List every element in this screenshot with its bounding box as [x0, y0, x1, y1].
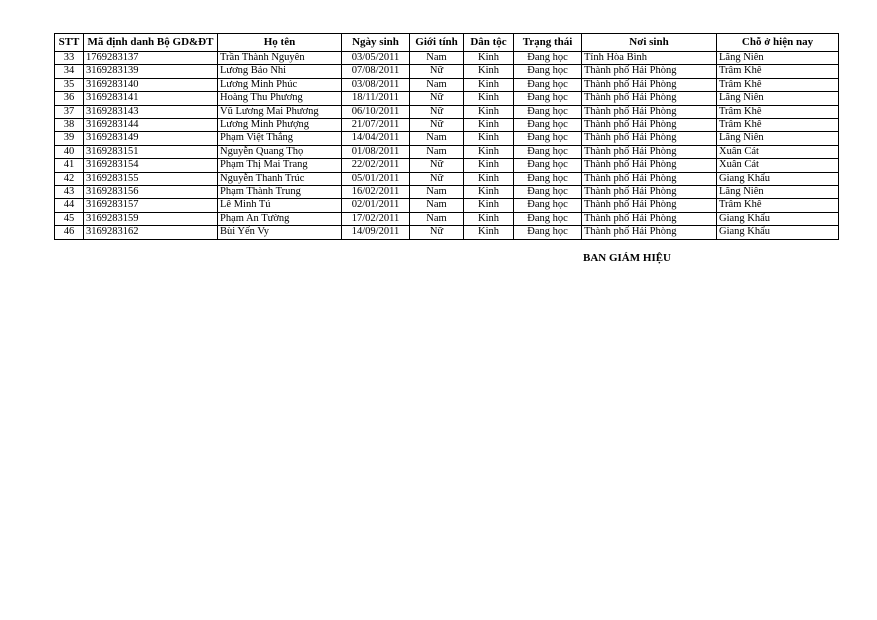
cell-current-residence: Giang Khẩu	[717, 212, 839, 225]
cell-birthplace: Thành phố Hải Phòng	[582, 132, 717, 145]
cell-student-id: 3169283155	[84, 172, 218, 185]
cell-full-name: Hoàng Thu Phương	[218, 92, 342, 105]
cell-birth-date: 03/08/2011	[342, 78, 410, 91]
cell-birth-date: 14/04/2011	[342, 132, 410, 145]
table-row	[55, 159, 839, 172]
cell-gender: Nam	[410, 199, 464, 212]
cell-current-residence: Xuân Cát	[717, 159, 839, 172]
cell-birth-date: 05/01/2011	[342, 172, 410, 185]
table-row	[55, 119, 839, 132]
cell-birthplace: Thành phố Hải Phòng	[582, 172, 717, 185]
table-row	[55, 92, 839, 105]
cell-status: Đang học	[514, 105, 582, 118]
cell-student-id: 3169283157	[84, 199, 218, 212]
signature-title: BAN GIÁM HIỆU	[583, 252, 672, 264]
cell-birth-date: 21/07/2011	[342, 119, 410, 132]
cell-birth-date: 06/10/2011	[342, 105, 410, 118]
header-gender: Giới tính	[410, 34, 464, 52]
table-row	[55, 186, 839, 199]
cell-birth-date: 22/02/2011	[342, 159, 410, 172]
table-row	[55, 172, 839, 185]
student-table	[54, 33, 839, 240]
cell-current-residence: Lãng Niên	[717, 92, 839, 105]
cell-ethnicity: Kinh	[464, 105, 514, 118]
cell-ethnicity: Kinh	[464, 92, 514, 105]
cell-gender: Nữ	[410, 159, 464, 172]
table-row	[55, 105, 839, 118]
cell-current-residence: Lãng Niên	[717, 186, 839, 199]
cell-full-name: Phạm Thành Trung	[218, 186, 342, 199]
cell-student-id: 3169283140	[84, 78, 218, 91]
header-stt: STT	[55, 34, 84, 52]
cell-birthplace: Thành phố Hải Phòng	[582, 105, 717, 118]
cell-gender: Nam	[410, 145, 464, 158]
cell-birth-date: 18/11/2011	[342, 92, 410, 105]
cell-stt: 34	[55, 65, 84, 78]
cell-birth-date: 02/01/2011	[342, 199, 410, 212]
header-current-residence: Chỗ ở hiện nay	[717, 34, 839, 52]
cell-full-name: Lương Minh Phúc	[218, 78, 342, 91]
cell-status: Đang học	[514, 186, 582, 199]
cell-full-name: Lương Bảo Nhi	[218, 65, 342, 78]
cell-stt: 46	[55, 226, 84, 239]
cell-current-residence: Xuân Cát	[717, 145, 839, 158]
cell-status: Đang học	[514, 172, 582, 185]
header-status: Trạng thái	[514, 34, 582, 52]
cell-birth-date: 03/05/2011	[342, 52, 410, 65]
cell-student-id: 3169283139	[84, 65, 218, 78]
cell-status: Đang học	[514, 65, 582, 78]
cell-birthplace: Thành phố Hải Phòng	[582, 145, 717, 158]
cell-stt: 41	[55, 159, 84, 172]
cell-student-id: 1769283137	[84, 52, 218, 65]
table-row	[55, 65, 839, 78]
table-row	[55, 145, 839, 158]
cell-birthplace: Thành phố Hải Phòng	[582, 119, 717, 132]
cell-full-name: Nguyễn Thanh Trúc	[218, 172, 342, 185]
cell-birthplace: Thành phố Hải Phòng	[582, 78, 717, 91]
cell-ethnicity: Kinh	[464, 226, 514, 239]
cell-status: Đang học	[514, 52, 582, 65]
cell-current-residence: Trâm Khê	[717, 105, 839, 118]
cell-status: Đang học	[514, 92, 582, 105]
cell-full-name: Lê Minh Tú	[218, 199, 342, 212]
cell-status: Đang học	[514, 226, 582, 239]
cell-birthplace: Thành phố Hải Phòng	[582, 212, 717, 225]
cell-student-id: 3169283162	[84, 226, 218, 239]
cell-current-residence: Trâm Khê	[717, 119, 839, 132]
cell-stt: 38	[55, 119, 84, 132]
cell-birth-date: 07/08/2011	[342, 65, 410, 78]
cell-student-id: 3169283159	[84, 212, 218, 225]
cell-gender: Nam	[410, 186, 464, 199]
cell-status: Đang học	[514, 159, 582, 172]
cell-birth-date: 14/09/2011	[342, 226, 410, 239]
cell-status: Đang học	[514, 78, 582, 91]
cell-gender: Nữ	[410, 65, 464, 78]
cell-gender: Nam	[410, 78, 464, 91]
header-full-name: Họ tên	[218, 34, 342, 52]
cell-ethnicity: Kinh	[464, 132, 514, 145]
cell-stt: 42	[55, 172, 84, 185]
cell-full-name: Phạm An Tường	[218, 212, 342, 225]
cell-status: Đang học	[514, 145, 582, 158]
cell-current-residence: Lãng Niên	[717, 132, 839, 145]
cell-status: Đang học	[514, 119, 582, 132]
cell-student-id: 3169283156	[84, 186, 218, 199]
cell-ethnicity: Kinh	[464, 65, 514, 78]
cell-ethnicity: Kinh	[464, 159, 514, 172]
cell-student-id: 3169283141	[84, 92, 218, 105]
cell-current-residence: Trâm Khê	[717, 65, 839, 78]
cell-gender: Nữ	[410, 226, 464, 239]
cell-full-name: Phạm Thị Mai Trang	[218, 159, 342, 172]
cell-status: Đang học	[514, 132, 582, 145]
header-ethnicity: Dân tộc	[464, 34, 514, 52]
cell-stt: 33	[55, 52, 84, 65]
header-student-id: Mã định danh Bộ GD&ĐT	[84, 34, 218, 52]
cell-ethnicity: Kinh	[464, 119, 514, 132]
cell-full-name: Bùi Yến Vy	[218, 226, 342, 239]
cell-full-name: Vũ Lương Mai Phương	[218, 105, 342, 118]
cell-birthplace: Tỉnh Hòa Bình	[582, 52, 717, 65]
cell-stt: 43	[55, 186, 84, 199]
cell-ethnicity: Kinh	[464, 199, 514, 212]
cell-status: Đang học	[514, 199, 582, 212]
cell-birthplace: Thành phố Hải Phòng	[582, 199, 717, 212]
cell-birth-date: 16/02/2011	[342, 186, 410, 199]
cell-ethnicity: Kinh	[464, 78, 514, 91]
cell-stt: 39	[55, 132, 84, 145]
cell-student-id: 3169283149	[84, 132, 218, 145]
cell-gender: Nữ	[410, 105, 464, 118]
cell-stt: 37	[55, 105, 84, 118]
cell-current-residence: Giang Khẩu	[717, 172, 839, 185]
cell-gender: Nam	[410, 212, 464, 225]
cell-current-residence: Giang Khẩu	[717, 226, 839, 239]
cell-full-name: Lương Minh Phượng	[218, 119, 342, 132]
cell-stt: 40	[55, 145, 84, 158]
table-row	[55, 226, 839, 239]
table-row	[55, 132, 839, 145]
cell-stt: 45	[55, 212, 84, 225]
cell-gender: Nam	[410, 52, 464, 65]
cell-gender: Nam	[410, 132, 464, 145]
table-row	[55, 199, 839, 212]
cell-birth-date: 17/02/2011	[342, 212, 410, 225]
table-row	[55, 78, 839, 91]
cell-birthplace: Thành phố Hải Phòng	[582, 92, 717, 105]
table-row	[55, 52, 839, 65]
cell-birthplace: Thành phố Hải Phòng	[582, 186, 717, 199]
cell-birth-date: 01/08/2011	[342, 145, 410, 158]
cell-birthplace: Thành phố Hải Phòng	[582, 226, 717, 239]
cell-full-name: Phạm Việt Thắng	[218, 132, 342, 145]
cell-stt: 36	[55, 92, 84, 105]
header-birthplace: Nơi sinh	[582, 34, 717, 52]
cell-ethnicity: Kinh	[464, 52, 514, 65]
cell-gender: Nữ	[410, 172, 464, 185]
cell-full-name: Nguyễn Quang Thọ	[218, 145, 342, 158]
cell-full-name: Trần Thành Nguyên	[218, 52, 342, 65]
cell-gender: Nữ	[410, 119, 464, 132]
cell-birthplace: Thành phố Hải Phòng	[582, 159, 717, 172]
table-row	[55, 212, 839, 225]
cell-ethnicity: Kinh	[464, 145, 514, 158]
cell-ethnicity: Kinh	[464, 212, 514, 225]
cell-current-residence: Trâm Khê	[717, 199, 839, 212]
cell-current-residence: Trâm Khê	[717, 78, 839, 91]
cell-stt: 44	[55, 199, 84, 212]
cell-student-id: 3169283144	[84, 119, 218, 132]
cell-gender: Nữ	[410, 92, 464, 105]
cell-stt: 35	[55, 78, 84, 91]
cell-student-id: 3169283151	[84, 145, 218, 158]
table-header-row	[55, 34, 839, 52]
cell-student-id: 3169283143	[84, 105, 218, 118]
header-birth-date: Ngày sinh	[342, 34, 410, 52]
cell-current-residence: Lãng Niên	[717, 52, 839, 65]
cell-ethnicity: Kinh	[464, 186, 514, 199]
cell-status: Đang học	[514, 212, 582, 225]
cell-birthplace: Thành phố Hải Phòng	[582, 65, 717, 78]
cell-student-id: 3169283154	[84, 159, 218, 172]
cell-ethnicity: Kinh	[464, 172, 514, 185]
